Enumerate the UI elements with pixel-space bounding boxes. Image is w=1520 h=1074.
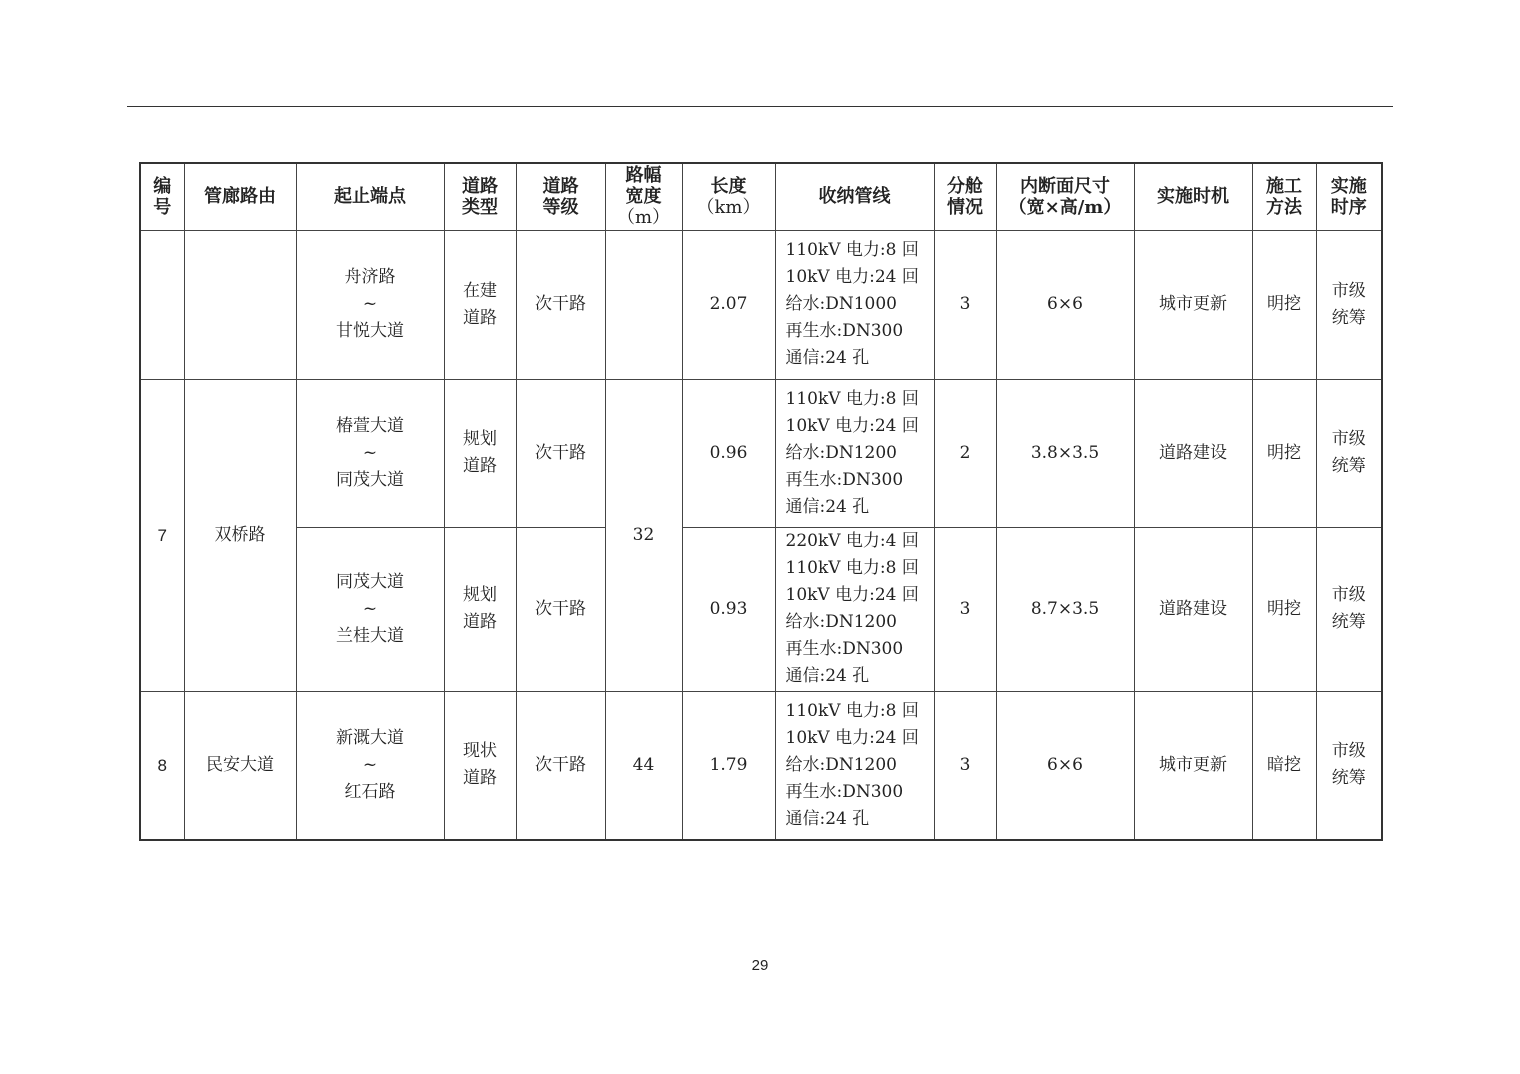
cell-compartments: 3 bbox=[934, 230, 996, 379]
cell-length: 2.07 bbox=[682, 230, 775, 379]
header-timing: 实施时机 bbox=[1134, 163, 1252, 230]
cell-section: 6×6 bbox=[996, 691, 1134, 840]
cell-section: 6×6 bbox=[996, 230, 1134, 379]
cell-pipelines: 110kV 电力:8 回 10kV 电力:24 回 给水:DN1200 再生水:DN300 通信:24 孔 bbox=[775, 691, 934, 840]
cell-method: 明挖 bbox=[1252, 230, 1316, 379]
pipe-gallery-table bbox=[139, 162, 1383, 841]
cell-road-type: 在建 道路 bbox=[444, 230, 516, 379]
cell-method: 明挖 bbox=[1252, 379, 1316, 527]
cell-route: 民安大道 bbox=[184, 691, 296, 840]
table-row bbox=[140, 379, 1382, 527]
table-row bbox=[140, 230, 1382, 379]
cell-width: 32 bbox=[605, 379, 682, 691]
header-route: 管廊路由 bbox=[184, 163, 296, 230]
cell-id: 8 bbox=[140, 691, 184, 840]
cell-road-type: 规划 道路 bbox=[444, 527, 516, 691]
cell-route bbox=[184, 230, 296, 379]
header-road-type: 道路 类型 bbox=[444, 163, 516, 230]
cell-endpoints: 同茂大道 ~ 兰桂大道 bbox=[296, 527, 444, 691]
table-row bbox=[140, 691, 1382, 840]
cell-timing: 道路建设 bbox=[1134, 379, 1252, 527]
page-number: 29 bbox=[751, 957, 769, 974]
cell-sequence: 市级 统筹 bbox=[1316, 379, 1382, 527]
header-compartments: 分舱 情况 bbox=[934, 163, 996, 230]
header-endpoints: 起止端点 bbox=[296, 163, 444, 230]
cell-road-grade: 次干路 bbox=[516, 379, 605, 527]
cell-endpoints: 舟济路 ~ 甘悦大道 bbox=[296, 230, 444, 379]
cell-id: 7 bbox=[140, 379, 184, 691]
cell-method: 暗挖 bbox=[1252, 691, 1316, 840]
cell-timing: 道路建设 bbox=[1134, 527, 1252, 691]
cell-road-grade: 次干路 bbox=[516, 691, 605, 840]
cell-road-grade: 次干路 bbox=[516, 527, 605, 691]
header-length: 长度 （km） bbox=[682, 163, 775, 230]
cell-compartments: 3 bbox=[934, 527, 996, 691]
cell-timing: 城市更新 bbox=[1134, 230, 1252, 379]
cell-sequence: 市级 统筹 bbox=[1316, 230, 1382, 379]
header-row bbox=[140, 163, 1382, 230]
cell-endpoints: 椿萱大道 ~ 同茂大道 bbox=[296, 379, 444, 527]
header-rule bbox=[127, 106, 1393, 107]
cell-length: 1.79 bbox=[682, 691, 775, 840]
cell-pipelines: 110kV 电力:8 回 10kV 电力:24 回 给水:DN1200 再生水:DN300 通信:24 孔 bbox=[775, 379, 934, 527]
cell-compartments: 3 bbox=[934, 691, 996, 840]
cell-sequence: 市级 统筹 bbox=[1316, 527, 1382, 691]
cell-section: 8.7×3.5 bbox=[996, 527, 1134, 691]
cell-compartments: 2 bbox=[934, 379, 996, 527]
cell-section: 3.8×3.5 bbox=[996, 379, 1134, 527]
header-method: 施工 方法 bbox=[1252, 163, 1316, 230]
cell-width: 44 bbox=[605, 691, 682, 840]
header-id: 编号 bbox=[140, 163, 184, 230]
header-sequence: 实施 时序 bbox=[1316, 163, 1382, 230]
header-section: 内断面尺寸 （宽×高/m） bbox=[996, 163, 1134, 230]
cell-road-type: 现状 道路 bbox=[444, 691, 516, 840]
table-row bbox=[140, 527, 1382, 691]
cell-road-grade: 次干路 bbox=[516, 230, 605, 379]
cell-timing: 城市更新 bbox=[1134, 691, 1252, 840]
cell-id bbox=[140, 230, 184, 379]
cell-width bbox=[605, 230, 682, 379]
cell-endpoints: 新溉大道 ~ 红石路 bbox=[296, 691, 444, 840]
cell-sequence: 市级 统筹 bbox=[1316, 691, 1382, 840]
header-pipelines: 收纳管线 bbox=[775, 163, 934, 230]
cell-pipelines: 110kV 电力:8 回 10kV 电力:24 回 给水:DN1000 再生水:DN300 通信:24 孔 bbox=[775, 230, 934, 379]
cell-length: 0.93 bbox=[682, 527, 775, 691]
cell-method: 明挖 bbox=[1252, 527, 1316, 691]
cell-pipelines: 220kV 电力:4 回 110kV 电力:8 回 10kV 电力:24 回 给水:DN1200 再生水:DN300 通信:24 孔 bbox=[775, 527, 934, 691]
cell-length: 0.96 bbox=[682, 379, 775, 527]
cell-road-type: 规划 道路 bbox=[444, 379, 516, 527]
header-width: 路幅 宽度 （m） bbox=[605, 163, 682, 230]
header-road-grade: 道路 等级 bbox=[516, 163, 605, 230]
cell-route: 双桥路 bbox=[184, 379, 296, 691]
